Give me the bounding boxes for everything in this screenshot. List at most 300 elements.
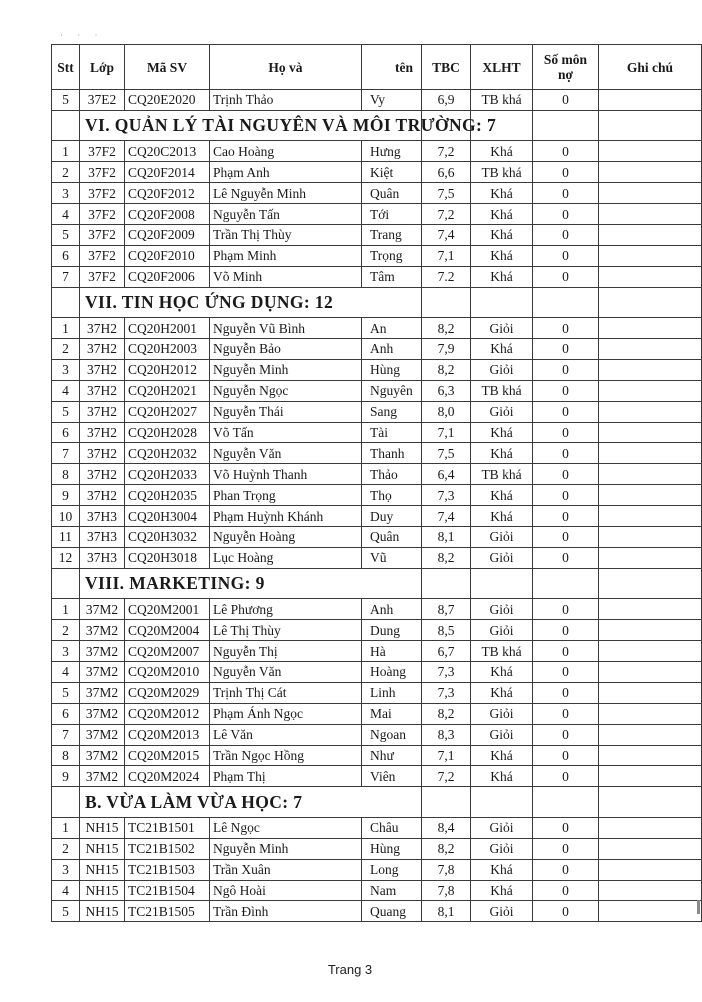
table-row [52, 661, 702, 682]
section-title: VII. TIN HỌC ỨNG DỤNG: 12 [80, 287, 422, 318]
cell-lop: 37M2 [80, 745, 125, 766]
section-heading-row [52, 568, 702, 599]
cell-masv: CQ20M2015 [125, 745, 210, 766]
cell-ghi-chu [599, 901, 702, 922]
cell-so-mon-no: 0 [533, 599, 599, 620]
cell-masv: TC21B1501 [125, 817, 210, 838]
cell-ghi-chu [599, 464, 702, 485]
cell-xlht: Khá [471, 266, 533, 287]
cell-xlht: Giỏi [471, 359, 533, 380]
cell-ho: Ngô Hoài [210, 880, 362, 901]
cell-tbc: 8,2 [422, 838, 471, 859]
cell-tbc: 7,5 [422, 443, 471, 464]
section-empty-cell [533, 287, 599, 318]
cell-ghi-chu [599, 359, 702, 380]
cell-so-mon-no: 0 [533, 443, 599, 464]
cell-ho: Cao Hoàng [210, 141, 362, 162]
cell-stt: 9 [52, 485, 80, 506]
cell-so-mon-no: 0 [533, 641, 599, 662]
cell-lop: 37M2 [80, 724, 125, 745]
cell-xlht: Giỏi [471, 527, 533, 548]
table-row [52, 641, 702, 662]
cell-ho: Phạm Anh [210, 162, 362, 183]
cell-xlht: TB khá [471, 162, 533, 183]
cell-masv: CQ20F2009 [125, 224, 210, 245]
table-row [52, 506, 702, 527]
cell-masv: CQ20H2001 [125, 318, 210, 339]
cell-ten: Vy [362, 90, 422, 111]
cell-tbc: 8,5 [422, 620, 471, 641]
cell-ho: Lê Phương [210, 599, 362, 620]
cell-ghi-chu [599, 485, 702, 506]
section-empty-cell [471, 287, 533, 318]
cell-masv: CQ20M2012 [125, 703, 210, 724]
cell-xlht: Khá [471, 339, 533, 360]
table-row [52, 859, 702, 880]
cell-ho: Phạm Ánh Ngọc [210, 703, 362, 724]
cell-stt: 4 [52, 380, 80, 401]
cell-tbc: 7,8 [422, 880, 471, 901]
cell-ho: Nguyễn Vũ Bình [210, 318, 362, 339]
cell-lop: 37F2 [80, 141, 125, 162]
cell-tbc: 6,9 [422, 90, 471, 111]
table-row [52, 380, 702, 401]
cell-ho: Trần Đình [210, 901, 362, 922]
cell-lop: 37H3 [80, 506, 125, 527]
cell-lop: 37F2 [80, 162, 125, 183]
cell-masv: TC21B1502 [125, 838, 210, 859]
cell-tbc: 8,4 [422, 817, 471, 838]
cell-ten: Sang [362, 401, 422, 422]
cell-stt: 3 [52, 183, 80, 204]
cell-lop: 37M2 [80, 641, 125, 662]
section-empty-cell [422, 568, 471, 599]
cell-ho: Nguyễn Thái [210, 401, 362, 422]
table-body [52, 90, 702, 922]
cell-so-mon-no: 0 [533, 401, 599, 422]
cell-so-mon-no: 0 [533, 464, 599, 485]
cell-ho: Trịnh Thảo [210, 90, 362, 111]
cell-so-mon-no: 0 [533, 547, 599, 568]
cell-ten: Nguyên [362, 380, 422, 401]
cell-xlht: Giỏi [471, 838, 533, 859]
cell-ghi-chu [599, 724, 702, 745]
cell-ten: Vũ [362, 547, 422, 568]
cell-so-mon-no: 0 [533, 422, 599, 443]
cell-masv: CQ20H3004 [125, 506, 210, 527]
header-ghi-chu: Ghi chú [599, 45, 702, 90]
cell-ho: Nguyễn Minh [210, 838, 362, 859]
cell-ten: Tới [362, 204, 422, 225]
table-row [52, 599, 702, 620]
cell-masv: CQ20H2027 [125, 401, 210, 422]
cell-ten: Hưng [362, 141, 422, 162]
header-stt: Stt [52, 45, 80, 90]
cell-ghi-chu [599, 318, 702, 339]
cell-lop: 37M2 [80, 599, 125, 620]
cell-stt: 1 [52, 817, 80, 838]
table-row [52, 245, 702, 266]
cell-tbc: 7,4 [422, 506, 471, 527]
cell-masv: CQ20M2004 [125, 620, 210, 641]
cell-so-mon-no: 0 [533, 703, 599, 724]
cell-ghi-chu [599, 703, 702, 724]
cell-lop: NH15 [80, 817, 125, 838]
cell-masv: CQ20M2013 [125, 724, 210, 745]
cell-ghi-chu [599, 90, 702, 111]
table-row [52, 141, 702, 162]
cell-masv: CQ20H2035 [125, 485, 210, 506]
cell-ten: Duy [362, 506, 422, 527]
cell-so-mon-no: 0 [533, 245, 599, 266]
cell-lop: 37M2 [80, 682, 125, 703]
cell-xlht: TB khá [471, 641, 533, 662]
cell-ghi-chu [599, 661, 702, 682]
cell-lop: 37H2 [80, 380, 125, 401]
cell-ho: Trần Ngọc Hồng [210, 745, 362, 766]
cell-so-mon-no: 0 [533, 838, 599, 859]
table-header-row [52, 45, 702, 90]
cell-tbc: 7,2 [422, 141, 471, 162]
cell-ho: Nguyễn Ngọc [210, 380, 362, 401]
cell-masv: CQ20H3032 [125, 527, 210, 548]
table-row [52, 766, 702, 787]
cell-ten: Linh [362, 682, 422, 703]
table-row [52, 724, 702, 745]
cell-masv: CQ20H2003 [125, 339, 210, 360]
scan-edge-mark [697, 900, 700, 914]
cell-xlht: Khá [471, 682, 533, 703]
cell-ten: Nam [362, 880, 422, 901]
cell-ho: Trần Thị Thùy [210, 224, 362, 245]
cell-ghi-chu [599, 547, 702, 568]
cell-tbc: 6,6 [422, 162, 471, 183]
cell-ho: Võ Minh [210, 266, 362, 287]
cell-ghi-chu [599, 183, 702, 204]
cell-ghi-chu [599, 443, 702, 464]
cell-ho: Trần Xuân [210, 859, 362, 880]
cell-stt: 4 [52, 204, 80, 225]
cell-ten: Quang [362, 901, 422, 922]
cell-ho: Lục Hoàng [210, 547, 362, 568]
cell-lop: 37H2 [80, 359, 125, 380]
section-empty-cell [471, 787, 533, 818]
cell-stt: 8 [52, 745, 80, 766]
cell-ten: Anh [362, 599, 422, 620]
cell-xlht: Khá [471, 141, 533, 162]
cell-tbc: 6,3 [422, 380, 471, 401]
cell-lop: 37H2 [80, 485, 125, 506]
cell-xlht: Khá [471, 745, 533, 766]
cell-ten: Trang [362, 224, 422, 245]
cell-stt: 7 [52, 724, 80, 745]
cell-ghi-chu [599, 527, 702, 548]
cell-tbc: 8,2 [422, 547, 471, 568]
cell-stt: 6 [52, 703, 80, 724]
page-number: Trang 3 [327, 962, 373, 977]
cell-stt: 5 [52, 901, 80, 922]
section-title: B. VỪA LÀM VỪA HỌC: 7 [80, 787, 422, 818]
table-row [52, 817, 702, 838]
cell-lop: 37F2 [80, 204, 125, 225]
cell-ho: Phan Trọng [210, 485, 362, 506]
scan-artifact: · · · [60, 30, 104, 40]
section-blank-cell [52, 110, 80, 141]
cell-stt: 3 [52, 859, 80, 880]
cell-lop: 37M2 [80, 766, 125, 787]
cell-xlht: Giỏi [471, 817, 533, 838]
cell-ten: Dung [362, 620, 422, 641]
cell-masv: CQ20M2007 [125, 641, 210, 662]
cell-ho: Nguyễn Tấn [210, 204, 362, 225]
cell-tbc: 7,4 [422, 224, 471, 245]
table-row [52, 547, 702, 568]
cell-tbc: 8,2 [422, 318, 471, 339]
table-row [52, 682, 702, 703]
cell-ghi-chu [599, 339, 702, 360]
cell-masv: TC21B1504 [125, 880, 210, 901]
cell-stt: 12 [52, 547, 80, 568]
cell-stt: 1 [52, 318, 80, 339]
cell-tbc: 7,2 [422, 766, 471, 787]
cell-xlht: Khá [471, 443, 533, 464]
cell-xlht: Giỏi [471, 401, 533, 422]
section-empty-cell [599, 110, 702, 141]
cell-ghi-chu [599, 745, 702, 766]
cell-ten: Hà [362, 641, 422, 662]
table-row [52, 266, 702, 287]
table-row [52, 703, 702, 724]
cell-ten: An [362, 318, 422, 339]
cell-lop: 37F2 [80, 266, 125, 287]
cell-tbc: 7,2 [422, 204, 471, 225]
section-title: VIII. MARKETING: 9 [80, 568, 422, 599]
cell-ten: Hoàng [362, 661, 422, 682]
cell-xlht: Giỏi [471, 599, 533, 620]
cell-masv: CQ20H2012 [125, 359, 210, 380]
cell-ghi-chu [599, 620, 702, 641]
cell-tbc: 7.2 [422, 266, 471, 287]
section-heading-row [52, 110, 702, 141]
cell-tbc: 7,8 [422, 859, 471, 880]
cell-ho: Nguyễn Bảo [210, 339, 362, 360]
cell-masv: CQ20F2010 [125, 245, 210, 266]
cell-ten: Ngoan [362, 724, 422, 745]
section-empty-cell [599, 787, 702, 818]
cell-so-mon-no: 0 [533, 141, 599, 162]
cell-tbc: 8,7 [422, 599, 471, 620]
cell-ghi-chu [599, 422, 702, 443]
cell-ghi-chu [599, 599, 702, 620]
cell-masv: TC21B1505 [125, 901, 210, 922]
cell-lop: 37F2 [80, 245, 125, 266]
cell-stt: 2 [52, 162, 80, 183]
section-empty-cell [599, 287, 702, 318]
cell-ghi-chu [599, 162, 702, 183]
cell-so-mon-no: 0 [533, 380, 599, 401]
cell-ghi-chu [599, 641, 702, 662]
cell-xlht: TB khá [471, 380, 533, 401]
section-empty-cell [533, 787, 599, 818]
cell-stt: 5 [52, 682, 80, 703]
cell-ghi-chu [599, 838, 702, 859]
cell-ten: Kiệt [362, 162, 422, 183]
cell-so-mon-no: 0 [533, 506, 599, 527]
cell-ho: Nguyễn Văn [210, 661, 362, 682]
student-results-table [51, 44, 702, 922]
section-empty-cell [533, 568, 599, 599]
cell-stt: 7 [52, 443, 80, 464]
cell-ghi-chu [599, 266, 702, 287]
cell-so-mon-no: 0 [533, 880, 599, 901]
cell-tbc: 7,1 [422, 245, 471, 266]
cell-xlht: Giỏi [471, 901, 533, 922]
table-row [52, 204, 702, 225]
table-row [52, 464, 702, 485]
section-blank-cell [52, 787, 80, 818]
cell-masv: CQ20C2013 [125, 141, 210, 162]
cell-so-mon-no: 0 [533, 266, 599, 287]
cell-stt: 4 [52, 880, 80, 901]
cell-lop: NH15 [80, 838, 125, 859]
cell-lop: 37F2 [80, 183, 125, 204]
cell-lop: 37H2 [80, 318, 125, 339]
table-row [52, 224, 702, 245]
cell-so-mon-no: 0 [533, 162, 599, 183]
cell-stt: 5 [52, 90, 80, 111]
table-row [52, 880, 702, 901]
section-heading-row [52, 787, 702, 818]
cell-xlht: Khá [471, 880, 533, 901]
cell-so-mon-no: 0 [533, 745, 599, 766]
table-row [52, 745, 702, 766]
cell-xlht: Khá [471, 766, 533, 787]
cell-stt: 3 [52, 641, 80, 662]
cell-ghi-chu [599, 859, 702, 880]
cell-so-mon-no: 0 [533, 724, 599, 745]
cell-stt: 8 [52, 464, 80, 485]
table-row [52, 838, 702, 859]
cell-tbc: 7,3 [422, 485, 471, 506]
cell-lop: 37H2 [80, 401, 125, 422]
cell-stt: 3 [52, 359, 80, 380]
cell-ten: Trọng [362, 245, 422, 266]
cell-ten: Long [362, 859, 422, 880]
cell-xlht: Khá [471, 859, 533, 880]
cell-stt: 10 [52, 506, 80, 527]
cell-tbc: 6,4 [422, 464, 471, 485]
cell-ho: Trịnh Thị Cát [210, 682, 362, 703]
cell-ten: Viên [362, 766, 422, 787]
cell-lop: 37H2 [80, 339, 125, 360]
cell-tbc: 8,1 [422, 527, 471, 548]
cell-masv: CQ20H2032 [125, 443, 210, 464]
cell-ghi-chu [599, 380, 702, 401]
cell-ten: Tâm [362, 266, 422, 287]
cell-lop: NH15 [80, 901, 125, 922]
cell-so-mon-no: 0 [533, 682, 599, 703]
cell-ten: Thảo [362, 464, 422, 485]
cell-stt: 5 [52, 401, 80, 422]
cell-xlht: Giỏi [471, 620, 533, 641]
cell-so-mon-no: 0 [533, 620, 599, 641]
cell-lop: NH15 [80, 880, 125, 901]
cell-ho: Lê Thị Thùy [210, 620, 362, 641]
cell-ghi-chu [599, 204, 702, 225]
cell-masv: CQ20H2033 [125, 464, 210, 485]
cell-ten: Châu [362, 817, 422, 838]
table-row [52, 527, 702, 548]
table-row [52, 90, 702, 111]
cell-so-mon-no: 0 [533, 318, 599, 339]
section-empty-cell [471, 568, 533, 599]
cell-masv: CQ20E2020 [125, 90, 210, 111]
cell-lop: 37M2 [80, 661, 125, 682]
cell-ho: Nguyễn Thị [210, 641, 362, 662]
table-row [52, 339, 702, 360]
cell-masv: CQ20H3018 [125, 547, 210, 568]
cell-xlht: Giỏi [471, 724, 533, 745]
cell-tbc: 8,1 [422, 901, 471, 922]
cell-so-mon-no: 0 [533, 90, 599, 111]
cell-stt: 6 [52, 422, 80, 443]
cell-masv: CQ20M2010 [125, 661, 210, 682]
cell-xlht: Khá [471, 204, 533, 225]
cell-tbc: 7,9 [422, 339, 471, 360]
cell-so-mon-no: 0 [533, 661, 599, 682]
cell-xlht: Giỏi [471, 547, 533, 568]
cell-ten: Thanh [362, 443, 422, 464]
cell-ho: Võ Tấn [210, 422, 362, 443]
header-xlht: XLHT [471, 45, 533, 90]
cell-ten: Hùng [362, 359, 422, 380]
cell-ten: Mai [362, 703, 422, 724]
cell-lop: 37M2 [80, 620, 125, 641]
cell-so-mon-no: 0 [533, 901, 599, 922]
cell-ho: Lê Văn [210, 724, 362, 745]
cell-so-mon-no: 0 [533, 527, 599, 548]
cell-so-mon-no: 0 [533, 359, 599, 380]
header-tbc: TBC [422, 45, 471, 90]
header-lop: Lớp [80, 45, 125, 90]
header-so-mon-no: Số môn nợ [533, 45, 599, 90]
header-masv: Mã SV [125, 45, 210, 90]
cell-stt: 7 [52, 266, 80, 287]
cell-ten: Quân [362, 183, 422, 204]
cell-ghi-chu [599, 817, 702, 838]
cell-ho: Lê Ngọc [210, 817, 362, 838]
table-row [52, 485, 702, 506]
cell-ghi-chu [599, 245, 702, 266]
cell-tbc: 7,5 [422, 183, 471, 204]
cell-tbc: 8,2 [422, 703, 471, 724]
cell-xlht: TB khá [471, 464, 533, 485]
cell-stt: 5 [52, 224, 80, 245]
cell-xlht: Khá [471, 422, 533, 443]
cell-ten: Quân [362, 527, 422, 548]
cell-ho: Lê Nguyễn Minh [210, 183, 362, 204]
cell-tbc: 7,1 [422, 422, 471, 443]
cell-so-mon-no: 0 [533, 183, 599, 204]
cell-ghi-chu [599, 141, 702, 162]
cell-ho: Phạm Thị [210, 766, 362, 787]
cell-so-mon-no: 0 [533, 485, 599, 506]
cell-masv: CQ20F2012 [125, 183, 210, 204]
cell-ghi-chu [599, 880, 702, 901]
header-ho: Họ và [210, 45, 362, 90]
cell-stt: 2 [52, 339, 80, 360]
section-empty-cell [599, 568, 702, 599]
